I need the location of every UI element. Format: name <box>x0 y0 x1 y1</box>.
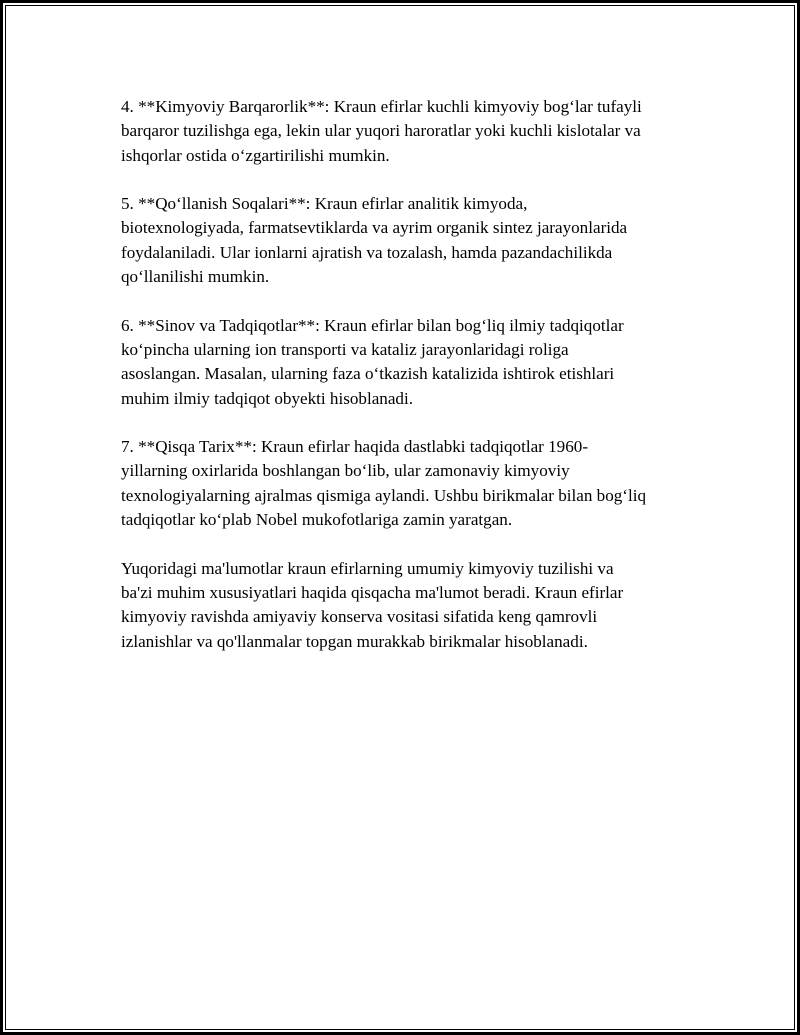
text-line: texnologiyalarning ajralmas qismiga aylandi. Ushbu birikmalar bilan bog‘liq <box>121 485 647 505</box>
text-line: 7. **Qisqa Tarix**: Kraun efirlar haqida dastlabki tadqiqotlar 1960- <box>121 437 589 457</box>
paragraph-research <box>121 314 693 411</box>
paragraph-summary <box>121 557 693 654</box>
text-line: tadqiqotlar ko‘plab Nobel mukofotlariga zamin yaratgan. <box>121 510 513 530</box>
text-line: izlanishlar va qo'llanmalar topgan murakkab birikmalar hisoblanadi. <box>121 631 588 651</box>
text-line: foydalaniladi. Ular ionlarni ajratish va tozalash, hamda pazandachilikda <box>121 242 613 262</box>
document-body <box>121 95 693 678</box>
text-line: ishqorlar ostida o‘zgartirilishi mumkin. <box>121 145 390 165</box>
text-line: 6. **Sinov va Tadqiqotlar**: Kraun efirlar bilan bog‘liq ilmiy tadqiqotlar <box>121 315 624 335</box>
text-line: biotexnologiyada, farmatsevtiklarda va ayrim organik sintez jarayonlarida <box>121 218 628 238</box>
text-line: yillarning oxirlarida boshlangan bo‘lib, ular zamonaviy kimyoviy <box>121 461 570 481</box>
paragraph-chemical-stability <box>121 95 693 168</box>
text-line: 4. **Kimyoviy Barqarorlik**: Kraun efirlar kuchli kimyoviy bog‘lar tufayli <box>121 97 642 116</box>
text-line: Yuqoridagi ma'lumotlar kraun efirlarning umumiy kimyoviy tuzilishi va <box>121 558 614 578</box>
text-line: 5. **Qo‘llanish Soqalari**: Kraun efirlar analitik kimyoda, <box>121 194 528 214</box>
text-line: barqaror tuzilishga ega, lekin ular yuqori haroratlar yoki kuchli kislotalar va <box>121 121 641 141</box>
paragraph-application-areas <box>121 192 693 289</box>
text-line: qo‘llanilishi mumkin. <box>121 267 270 287</box>
paragraph-short-history <box>121 435 693 532</box>
text-line: asoslangan. Masalan, ularning faza o‘tkazish katalizida ishtirok etishlari <box>121 364 615 384</box>
text-line: muhim ilmiy tadqiqot obyekti hisoblanadi. <box>121 388 413 408</box>
text-line: kimyoviy ravishda amiyaviy konserva vositasi sifatida keng qamrovli <box>121 607 598 627</box>
text-line: ko‘pincha ularning ion transporti va kataliz jarayonlaridagi roliga <box>121 339 569 359</box>
text-line: ba'zi muhim xususiyatlari haqida qisqacha ma'lumot beradi. Kraun efirlar <box>121 582 624 602</box>
